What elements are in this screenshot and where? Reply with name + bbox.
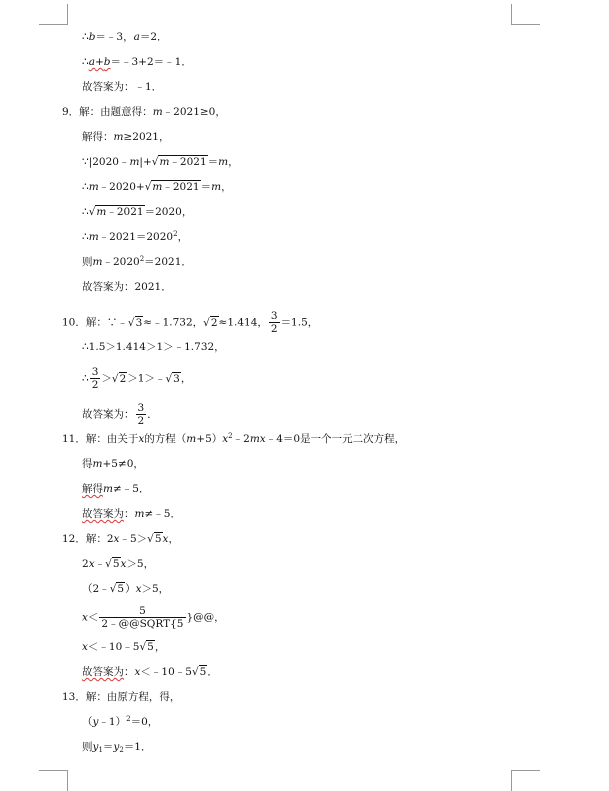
solution-line: 解得：m≥2021，: [82, 131, 170, 143]
solution-line: 解得m≠﹣5．: [82, 483, 150, 495]
solution-line: 13．解：由原方程，得，: [62, 691, 181, 703]
solution-line: 故答案为： $\frac{3}{2}$ ．: [82, 402, 158, 427]
solution-line: （2﹣√5）x＞5，: [82, 583, 170, 595]
solution-line: ∴a+b＝﹣3+2＝﹣1．: [82, 56, 192, 68]
crop-mark-bottom-right: [511, 770, 540, 791]
solution-line: ∴m﹣2020+√m﹣2021＝m，: [82, 181, 232, 193]
solution-line: 则$y_1=y_2=1$．: [82, 741, 152, 754]
solution-line: 2x﹣√5x＞5，: [82, 558, 155, 570]
crop-mark-top-right: [511, 4, 540, 25]
solution-line: 故答案为：2021．: [82, 281, 172, 293]
solution-line: 9．解：由题意得：m﹣2021≥0，: [62, 106, 226, 118]
solution-line: 故答案为：﹣1．: [82, 81, 163, 93]
solution-line: x＜ $\frac{5}{\text{2﹣@@SQRT\{5}}$ }@@，: [82, 605, 225, 630]
solution-line: 则$m﹣2020^2=2021$．: [82, 255, 192, 268]
solution-line: ∵|2020﹣m|+√m﹣2021＝m，: [82, 156, 239, 168]
solution-line: 故答案为：m≠﹣5．: [82, 508, 181, 520]
solution-line: $\therefore m﹣2021=2020^2$，: [82, 230, 189, 243]
solution-line: ∴ $\frac{3}{2}$ ＞√2＞1＞﹣√3，: [82, 366, 192, 391]
solution-line: （y﹣1）$^2$＝0，: [82, 715, 159, 728]
solution-line: ∴√m﹣2021＝2020，: [82, 206, 193, 218]
crop-mark-top-left: [39, 4, 68, 25]
solution-line: 得m+5≠0，: [82, 458, 144, 470]
crop-mark-bottom-left: [39, 770, 68, 791]
solution-line: x＜﹣10﹣5√5，: [82, 641, 166, 653]
solution-line: 11．解：由关于x的方程$(m+5)x^2﹣2mx﹣4=0$是一个一元二次方程，: [62, 432, 406, 445]
solution-line: 故答案为：x＜﹣10﹣5√5．: [82, 666, 218, 678]
solution-line: ∴1.5＞1.414＞1＞﹣1.732，: [82, 341, 225, 353]
solution-line: 10．解：∵﹣√3≈﹣1.732，√2≈1.414， $\frac{3}{2}$ ＝1.5，: [62, 310, 319, 335]
solution-line: ∴b＝﹣3，a＝2．: [82, 31, 168, 43]
solution-line: 12．解：2x﹣5＞√5x，: [62, 533, 179, 545]
